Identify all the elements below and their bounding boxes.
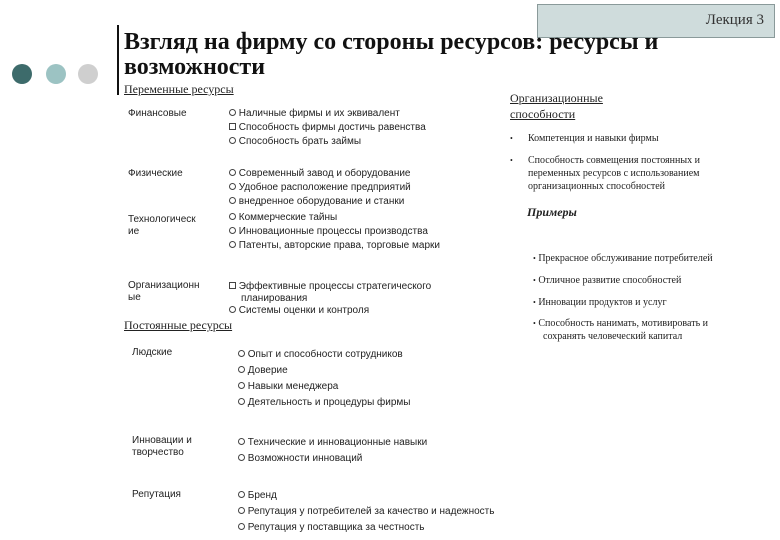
org-heading-line-2: способности	[510, 107, 576, 121]
list-item: внедренное оборудование и станки	[238, 196, 405, 207]
human-list	[238, 347, 410, 411]
org-bullet-1	[510, 132, 659, 145]
list-item: Репутация у поставщика за честность	[247, 522, 425, 533]
title-divider	[117, 25, 119, 95]
list-item: Способность брать займы	[238, 136, 362, 147]
technological-label-line-2: ие	[128, 226, 140, 237]
circle-bullet-icon	[229, 197, 236, 204]
dot-mid-icon	[46, 64, 66, 84]
circle-bullet-icon	[238, 523, 245, 530]
permanent-heading: Постоянные ресурсы	[124, 318, 233, 332]
list-item-line: организационных способностей	[528, 181, 666, 192]
org-bullet-2	[510, 154, 700, 192]
list-item: Системы оценки и контроля	[238, 305, 370, 316]
dot-light-icon	[78, 64, 98, 84]
list-item: Патенты, авторские права, торговые марки	[238, 240, 440, 251]
financial-label: Финансовые	[128, 108, 187, 119]
circle-bullet-icon	[238, 382, 245, 389]
org-heading-line-1: Организационные	[510, 91, 603, 105]
dot-dark-icon	[12, 64, 32, 84]
list-item: Отличное развитие способностей	[538, 275, 682, 286]
example-1	[533, 252, 713, 265]
lecture-label: Лекция 3	[705, 12, 764, 28]
list-item-line: переменных ресурсов с использованием	[528, 168, 700, 179]
organizational-label	[128, 280, 200, 304]
square-bullet-icon	[229, 282, 236, 289]
list-item: Доверие	[247, 365, 288, 376]
technological-list	[229, 212, 440, 252]
organizational-label-line-1: Организационн	[128, 280, 200, 291]
examples-heading: Примеры	[527, 205, 577, 219]
list-item: Современный завод и оборудование	[238, 168, 411, 179]
bullet-dot-icon: •	[510, 156, 513, 165]
innovation-list	[238, 435, 427, 467]
circle-bullet-icon	[238, 350, 245, 357]
list-item: Коммерческие тайны	[238, 212, 338, 223]
innovation-label-line-1: Инновации и	[132, 435, 192, 446]
circle-bullet-icon	[229, 306, 236, 313]
example-2	[533, 274, 681, 287]
innovation-label	[132, 435, 192, 459]
bullet-dot-icon: •	[533, 276, 536, 285]
financial-list	[229, 108, 426, 148]
list-item: Наличные фирмы и их эквивалент	[238, 108, 400, 119]
circle-bullet-icon	[238, 507, 245, 514]
list-item: Инновационные процессы производства	[238, 226, 428, 237]
circle-bullet-icon	[238, 491, 245, 498]
list-item: Деятельность и процедуры фирмы	[247, 397, 411, 408]
list-item: Инновации продуктов и услуг	[538, 297, 667, 308]
organizational-label-line-2: ые	[128, 292, 141, 303]
list-item: Удобное расположение предприятий	[238, 182, 411, 193]
example-3	[533, 296, 667, 309]
title-line-1: Взгляд на фирму со стороны ресурсов: ресурсы и	[124, 29, 659, 55]
list-item: Компетенция и навыки фирмы	[528, 133, 659, 144]
list-item: Репутация у потребителей за качество и надежность	[247, 506, 495, 517]
page-title	[124, 30, 774, 80]
circle-bullet-icon	[238, 366, 245, 373]
circle-bullet-icon	[229, 213, 236, 220]
list-item: Технические и инновационные навыки	[247, 437, 428, 448]
physical-label: Физические	[128, 168, 183, 179]
technological-label	[128, 214, 196, 238]
circle-bullet-icon	[229, 109, 236, 116]
organizational-list	[229, 281, 431, 317]
bullet-dot-icon: •	[533, 254, 536, 263]
bullet-dot-icon: •	[533, 298, 536, 307]
human-label: Людские	[132, 347, 173, 358]
list-item: Возможности инноваций	[247, 453, 363, 464]
technological-label-line-1: Технологическ	[128, 214, 196, 225]
list-item-continuation: сохранять человеческий капитал	[543, 331, 683, 342]
list-item: Эффективные процессы стратегического	[238, 281, 432, 292]
circle-bullet-icon	[229, 169, 236, 176]
circle-bullet-icon	[229, 227, 236, 234]
circle-bullet-icon	[238, 398, 245, 405]
physical-list	[229, 168, 411, 208]
circle-bullet-icon	[229, 241, 236, 248]
list-item: Навыки менеджера	[247, 381, 339, 392]
innovation-label-line-2: творчество	[132, 447, 184, 458]
list-item: Способность нанимать, мотивировать и	[538, 318, 708, 329]
bullet-dot-icon: •	[533, 319, 536, 328]
reputation-list	[238, 488, 494, 536]
example-4	[533, 317, 708, 343]
variable-heading: Переменные ресурсы	[124, 82, 234, 96]
reputation-label: Репутация	[132, 489, 181, 500]
circle-bullet-icon	[238, 454, 245, 461]
list-item: Опыт и способности сотрудников	[247, 349, 403, 360]
list-item	[528, 154, 700, 193]
list-item-continuation: планирования	[241, 293, 308, 304]
list-item: Прекрасное обслуживание потребителей	[538, 253, 713, 264]
list-item: Бренд	[247, 490, 277, 501]
org-capabilities-heading	[510, 90, 603, 122]
circle-bullet-icon	[229, 183, 236, 190]
bullet-dot-icon: •	[510, 134, 513, 143]
list-item: Способность фирмы достичь равенства	[238, 122, 426, 133]
circle-bullet-icon	[229, 137, 236, 144]
list-item-line: Способность совмещения постоянных и	[528, 155, 700, 166]
square-bullet-icon	[229, 123, 236, 130]
circle-bullet-icon	[238, 438, 245, 445]
title-line-2: возможности	[124, 54, 266, 80]
